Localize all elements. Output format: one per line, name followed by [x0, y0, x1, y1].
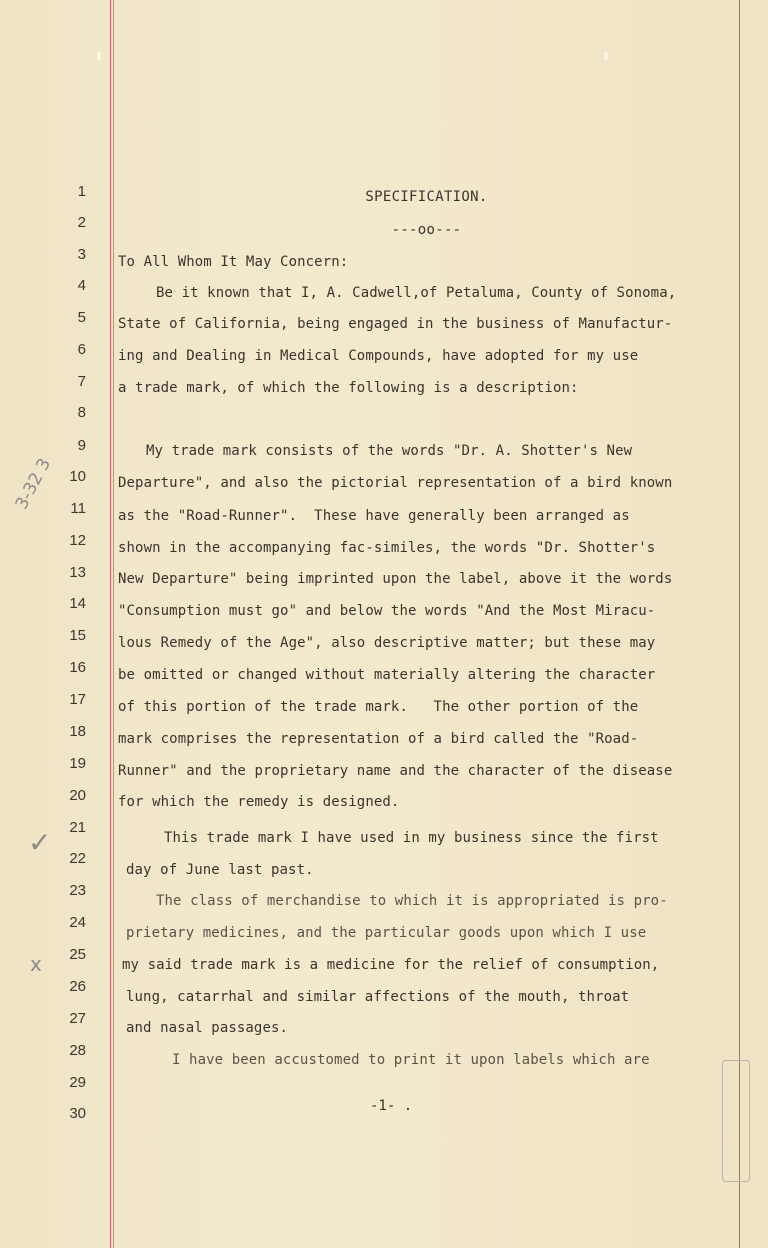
text-line: day of June last past.	[126, 862, 314, 878]
text-line: New Departure" being imprinted upon the label, above it the words	[118, 571, 673, 587]
text-line: lous Remedy of the Age", also descriptive matter; but these may	[118, 635, 656, 651]
line-number: 14	[69, 595, 86, 612]
line-number: 18	[69, 723, 86, 740]
line-number: 29	[69, 1074, 86, 1091]
left-margin-rule	[110, 0, 111, 1248]
line-number: 20	[69, 787, 86, 804]
line-number: 30	[69, 1105, 86, 1122]
text-line: prietary medicines, and the particular goods upon which I use	[126, 925, 647, 941]
line-number: 8	[77, 404, 86, 421]
text-line: "Consumption must go" and below the words "And the Most Miracu-	[118, 603, 656, 619]
text-line: for which the remedy is designed.	[118, 794, 400, 810]
line-number: 2	[77, 214, 86, 231]
line-number: 24	[69, 914, 86, 931]
line-number: 23	[69, 882, 86, 899]
line-number: 12	[69, 532, 86, 549]
left-margin-rule-inner	[113, 0, 114, 1248]
text-line: and nasal passages.	[126, 1020, 289, 1036]
line-number: 28	[69, 1042, 86, 1059]
heading-separator: ---oo---	[391, 222, 462, 238]
line-number: 7	[77, 373, 86, 390]
text-line: Runner" and the proprietary name and the character of the disease	[118, 763, 673, 779]
text-line: My trade mark consists of the words "Dr. A. Shotter's New	[146, 443, 633, 459]
pencil-margin-number: 3-32 3	[11, 455, 56, 513]
text-line: ing and Dealing in Medical Compounds, have adopted for my use	[118, 348, 639, 364]
line-number: 3	[77, 246, 86, 263]
text-line: as the "Road-Runner". These have generally been arranged as	[118, 508, 630, 524]
text-line: This trade mark I have used in my business since the first	[164, 830, 659, 846]
text-line: shown in the accompanying fac-similes, the words "Dr. Shotter's	[118, 540, 656, 556]
line-number: 25	[69, 946, 86, 963]
text-line: of this portion of the trade mark. The other portion of the	[118, 699, 639, 715]
line-number: 1	[77, 183, 86, 200]
text-line: a trade mark, of which the following is a description:	[118, 380, 579, 396]
punch-mark	[97, 52, 101, 60]
pencil-cross-mark: x	[30, 952, 42, 976]
line-number: 19	[69, 755, 86, 772]
text-line: my said trade mark is a medicine for the relief of consumption,	[122, 957, 660, 973]
line-number: 17	[69, 691, 86, 708]
line-number: 11	[70, 500, 86, 517]
pencil-check-mark: ✓	[28, 826, 52, 859]
text-line: be omitted or changed without materially altering the character	[118, 667, 656, 683]
document-heading: SPECIFICATION.	[365, 189, 488, 205]
text-line: Departure", and also the pictorial representation of a bird known	[118, 475, 673, 491]
text-line: I have been accustomed to print it upon labels which are	[172, 1052, 650, 1068]
text-line: Be it known that I, A. Cadwell,of Petaluma, County of Sonoma,	[156, 285, 677, 301]
text-line: mark comprises the representation of a bird called the "Road-	[118, 731, 639, 747]
text-line: To All Whom It May Concern:	[118, 254, 349, 270]
text-line: State of California, being engaged in the business of Manufactur-	[118, 316, 673, 332]
text-line: lung, catarrhal and similar affections of the mouth, throat	[126, 989, 630, 1005]
line-number: 15	[69, 627, 86, 644]
line-number: 10	[69, 468, 86, 485]
line-number: 27	[69, 1010, 86, 1027]
line-number: 5	[77, 309, 86, 326]
line-number: 6	[77, 341, 86, 358]
line-number: 26	[69, 978, 86, 995]
line-number: 9	[77, 437, 86, 454]
line-number: 13	[69, 564, 86, 581]
faded-stamp	[722, 1060, 750, 1182]
line-number: 4	[77, 277, 86, 294]
page-number: -1- .	[370, 1098, 413, 1114]
line-number: 22	[69, 850, 86, 867]
punch-mark	[604, 52, 608, 60]
text-line: The class of merchandise to which it is appropriated is pro-	[156, 893, 668, 909]
line-number: 21	[69, 819, 86, 836]
line-number: 16	[69, 659, 86, 676]
